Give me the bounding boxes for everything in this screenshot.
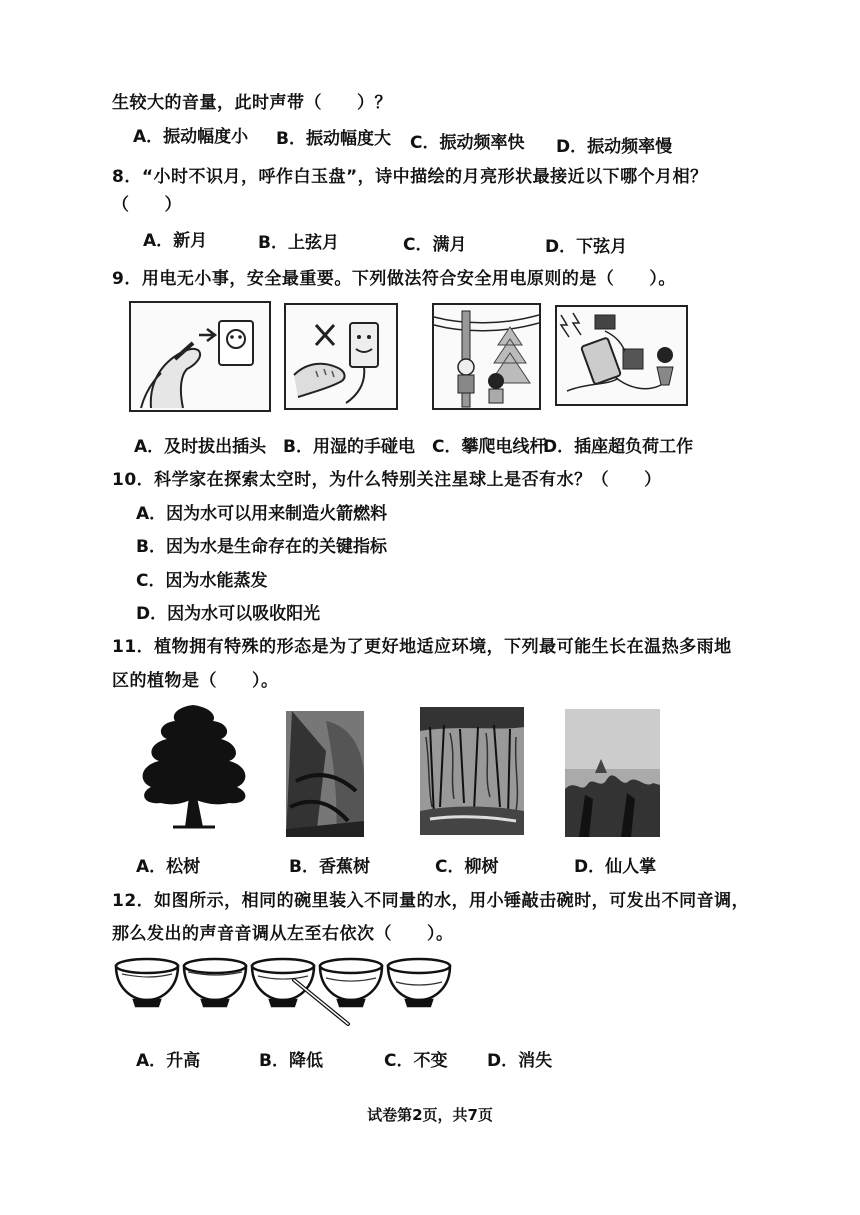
- q9-option-d[interactable]: D．插座超负荷工作: [543, 437, 694, 457]
- willow-tree-image: [420, 707, 524, 835]
- q10-option-b[interactable]: B．因为水是生命存在的关键指标: [136, 537, 387, 557]
- cactus-image: [565, 709, 660, 837]
- q11-option-c[interactable]: C．柳树: [435, 857, 499, 877]
- bowls-with-water-image: [112, 952, 458, 1032]
- q8-option-b[interactable]: B．上弦月: [258, 233, 339, 253]
- q7-option-b[interactable]: B．振动幅度大: [276, 129, 391, 149]
- banana-tree-image: [286, 711, 364, 837]
- q7-option-c[interactable]: C．振动频率快: [410, 133, 525, 153]
- q10-option-a[interactable]: A．因为水可以用来制造火箭燃料: [136, 504, 388, 524]
- q9-option-c[interactable]: C．攀爬电线杆: [432, 437, 547, 457]
- q7-stem-tail: 生较大的音量，此时声带（ ）？: [112, 93, 392, 113]
- q11-stem-line1: 11．植物拥有特殊的形态是为了更好地适应环境，下列最可能生长在温热多雨地: [112, 637, 732, 657]
- q9-option-a[interactable]: A．及时拔出插头: [134, 437, 267, 457]
- q8-option-a[interactable]: A．新月: [143, 231, 208, 251]
- climb-pole-image: [432, 303, 541, 410]
- q8-stem: 8．“小时不识月，呼作白玉盘”，诗中描绘的月亮形状最接近以下哪个月相？: [112, 167, 708, 187]
- q11-option-a[interactable]: A．松树: [136, 857, 201, 877]
- q12-option-a[interactable]: A．升高: [136, 1051, 201, 1071]
- q12-option-b[interactable]: B．降低: [259, 1051, 323, 1071]
- q8-option-d[interactable]: D．下弦月: [545, 237, 628, 257]
- q9-option-b[interactable]: B．用湿的手碰电: [283, 437, 415, 457]
- q12-option-d[interactable]: D．消失: [487, 1051, 553, 1071]
- q10-option-c[interactable]: C．因为水能蒸发: [136, 571, 268, 591]
- q11-option-b[interactable]: B．香蕉树: [289, 857, 370, 877]
- q8-answer-paren: （ ）: [112, 195, 182, 215]
- q12-stem-line2: 那么发出的声音音调从左至右依次（ ）。: [112, 924, 454, 944]
- wet-hand-outlet-image: [284, 303, 398, 410]
- q7-option-a[interactable]: A．振动幅度小: [133, 127, 249, 147]
- q8-option-c[interactable]: C．满月: [403, 235, 467, 255]
- page-footer: 试卷第2页，共7页: [367, 1106, 493, 1124]
- q11-stem-line2: 区的植物是（ ）。: [112, 671, 279, 691]
- q12-stem-line1: 12．如图所示，相同的碗里装入不同量的水，用小锤敲击碗时，可发出不同音调，: [112, 891, 750, 911]
- q7-option-d[interactable]: D．振动频率慢: [556, 137, 673, 157]
- overloaded-socket-image: [555, 305, 688, 406]
- q9-stem: 9．用电无小事，安全最重要。下列做法符合安全用电原则的是（ ）。: [112, 269, 676, 289]
- q10-stem: 10．科学家在探索太空时，为什么特别关注星球上是否有水？（ ）: [112, 470, 662, 490]
- pine-tree-image: [133, 701, 254, 831]
- q10-option-d[interactable]: D．因为水可以吸收阳光: [136, 604, 321, 624]
- q11-option-d[interactable]: D．仙人掌: [574, 857, 657, 877]
- unplug-plug-image: [129, 301, 271, 412]
- q12-option-c[interactable]: C．不变: [384, 1051, 448, 1071]
